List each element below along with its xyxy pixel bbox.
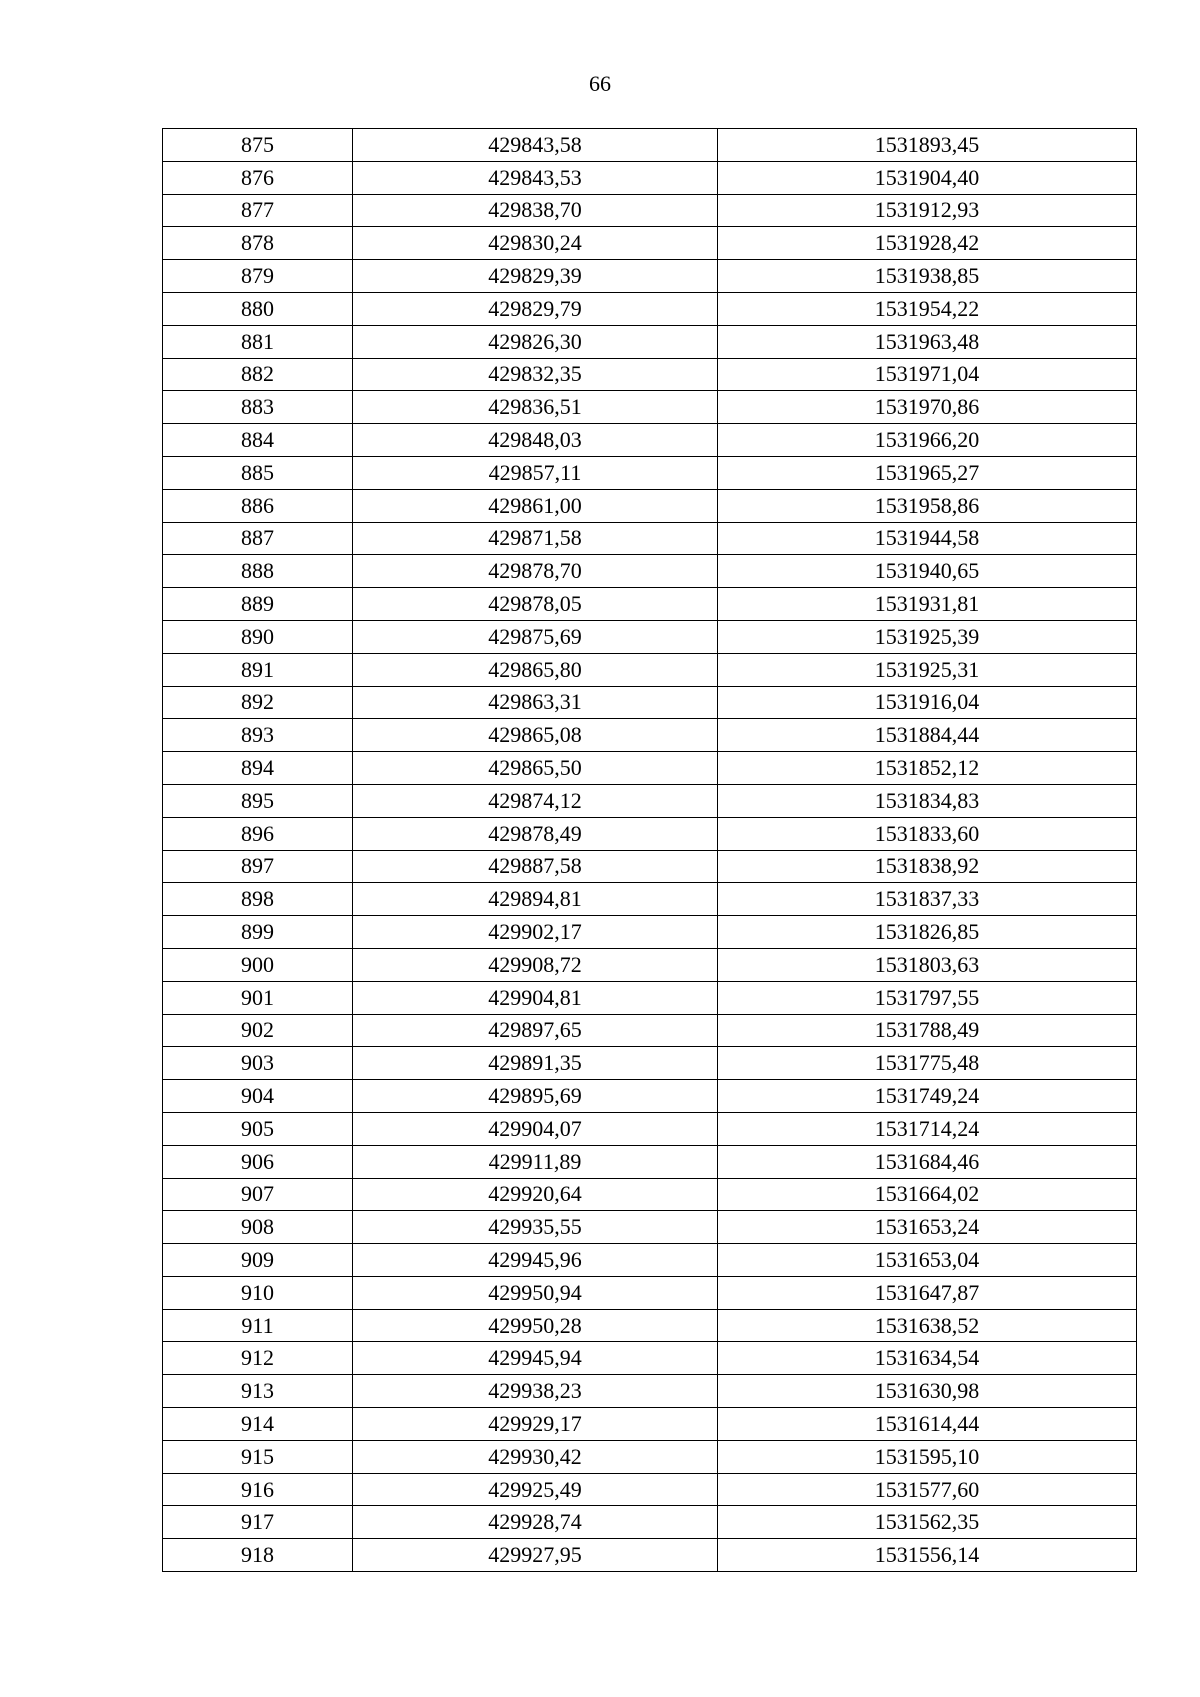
table-row	[163, 588, 1137, 621]
x-coordinate-cell: 429928,74	[353, 1506, 718, 1539]
x-coordinate-cell: 429904,81	[353, 981, 718, 1014]
table-row	[163, 1506, 1137, 1539]
point-number-cell: 883	[163, 391, 353, 424]
table-row	[163, 1408, 1137, 1441]
x-coordinate-cell: 429930,42	[353, 1440, 718, 1473]
point-number-cell: 891	[163, 653, 353, 686]
x-coordinate-cell: 429857,11	[353, 456, 718, 489]
x-coordinate-cell: 429871,58	[353, 522, 718, 555]
x-coordinate-cell: 429950,28	[353, 1309, 718, 1342]
x-coordinate-cell: 429908,72	[353, 948, 718, 981]
table-row	[163, 719, 1137, 752]
point-number-cell: 898	[163, 883, 353, 916]
y-coordinate-cell: 1531838,92	[718, 850, 1137, 883]
table-row	[163, 424, 1137, 457]
y-coordinate-cell: 1531614,44	[718, 1408, 1137, 1441]
y-coordinate-cell: 1531638,52	[718, 1309, 1137, 1342]
table-row	[163, 1539, 1137, 1572]
y-coordinate-cell: 1531634,54	[718, 1342, 1137, 1375]
table-row	[163, 522, 1137, 555]
x-coordinate-cell: 429904,07	[353, 1112, 718, 1145]
point-number-cell: 903	[163, 1047, 353, 1080]
x-coordinate-cell: 429887,58	[353, 850, 718, 883]
y-coordinate-cell: 1531826,85	[718, 916, 1137, 949]
x-coordinate-cell: 429861,00	[353, 489, 718, 522]
table-row	[163, 784, 1137, 817]
y-coordinate-cell: 1531797,55	[718, 981, 1137, 1014]
x-coordinate-cell: 429897,65	[353, 1014, 718, 1047]
table-row	[163, 391, 1137, 424]
y-coordinate-cell: 1531852,12	[718, 752, 1137, 785]
table-row	[163, 1211, 1137, 1244]
table-row	[163, 620, 1137, 653]
table-row	[163, 752, 1137, 785]
table-row	[163, 194, 1137, 227]
point-number-cell: 913	[163, 1375, 353, 1408]
point-number-cell: 878	[163, 227, 353, 260]
x-coordinate-cell: 429950,94	[353, 1276, 718, 1309]
table-row	[163, 916, 1137, 949]
x-coordinate-cell: 429865,50	[353, 752, 718, 785]
y-coordinate-cell: 1531954,22	[718, 292, 1137, 325]
x-coordinate-cell: 429902,17	[353, 916, 718, 949]
table-row	[163, 1047, 1137, 1080]
table-row	[163, 1080, 1137, 1113]
point-number-cell: 917	[163, 1506, 353, 1539]
x-coordinate-cell: 429929,17	[353, 1408, 718, 1441]
point-number-cell: 906	[163, 1145, 353, 1178]
y-coordinate-cell: 1531837,33	[718, 883, 1137, 916]
y-coordinate-cell: 1531904,40	[718, 161, 1137, 194]
table-row	[163, 686, 1137, 719]
point-number-cell: 882	[163, 358, 353, 391]
x-coordinate-cell: 429836,51	[353, 391, 718, 424]
y-coordinate-cell: 1531884,44	[718, 719, 1137, 752]
y-coordinate-cell: 1531971,04	[718, 358, 1137, 391]
table-row	[163, 1244, 1137, 1277]
coordinates-table-body	[163, 129, 1137, 1572]
y-coordinate-cell: 1531834,83	[718, 784, 1137, 817]
table-row	[163, 129, 1137, 162]
point-number-cell: 888	[163, 555, 353, 588]
table-row	[163, 161, 1137, 194]
point-number-cell: 904	[163, 1080, 353, 1113]
point-number-cell: 902	[163, 1014, 353, 1047]
table-row	[163, 883, 1137, 916]
point-number-cell: 916	[163, 1473, 353, 1506]
table-row	[163, 1178, 1137, 1211]
point-number-cell: 894	[163, 752, 353, 785]
table-row	[163, 292, 1137, 325]
point-number-cell: 897	[163, 850, 353, 883]
y-coordinate-cell: 1531749,24	[718, 1080, 1137, 1113]
coordinates-table	[162, 128, 1137, 1572]
table-row	[163, 1309, 1137, 1342]
table-row	[163, 456, 1137, 489]
y-coordinate-cell: 1531916,04	[718, 686, 1137, 719]
point-number-cell: 914	[163, 1408, 353, 1441]
point-number-cell: 879	[163, 260, 353, 293]
point-number-cell: 890	[163, 620, 353, 653]
point-number-cell: 899	[163, 916, 353, 949]
x-coordinate-cell: 429894,81	[353, 883, 718, 916]
point-number-cell: 911	[163, 1309, 353, 1342]
x-coordinate-cell: 429878,05	[353, 588, 718, 621]
point-number-cell: 895	[163, 784, 353, 817]
x-coordinate-cell: 429920,64	[353, 1178, 718, 1211]
table-row	[163, 489, 1137, 522]
y-coordinate-cell: 1531893,45	[718, 129, 1137, 162]
x-coordinate-cell: 429895,69	[353, 1080, 718, 1113]
table-row	[163, 653, 1137, 686]
point-number-cell: 887	[163, 522, 353, 555]
point-number-cell: 896	[163, 817, 353, 850]
y-coordinate-cell: 1531562,35	[718, 1506, 1137, 1539]
x-coordinate-cell: 429826,30	[353, 325, 718, 358]
x-coordinate-cell: 429832,35	[353, 358, 718, 391]
x-coordinate-cell: 429927,95	[353, 1539, 718, 1572]
table-row	[163, 260, 1137, 293]
y-coordinate-cell: 1531963,48	[718, 325, 1137, 358]
point-number-cell: 881	[163, 325, 353, 358]
table-row	[163, 1014, 1137, 1047]
point-number-cell: 880	[163, 292, 353, 325]
y-coordinate-cell: 1531653,04	[718, 1244, 1137, 1277]
point-number-cell: 910	[163, 1276, 353, 1309]
point-number-cell: 901	[163, 981, 353, 1014]
x-coordinate-cell: 429865,80	[353, 653, 718, 686]
y-coordinate-cell: 1531833,60	[718, 817, 1137, 850]
point-number-cell: 885	[163, 456, 353, 489]
point-number-cell: 893	[163, 719, 353, 752]
point-number-cell: 877	[163, 194, 353, 227]
table-row	[163, 948, 1137, 981]
x-coordinate-cell: 429865,08	[353, 719, 718, 752]
point-number-cell: 908	[163, 1211, 353, 1244]
y-coordinate-cell: 1531970,86	[718, 391, 1137, 424]
table-row	[163, 981, 1137, 1014]
point-number-cell: 918	[163, 1539, 353, 1572]
y-coordinate-cell: 1531653,24	[718, 1211, 1137, 1244]
x-coordinate-cell: 429874,12	[353, 784, 718, 817]
point-number-cell: 884	[163, 424, 353, 457]
point-number-cell: 892	[163, 686, 353, 719]
y-coordinate-cell: 1531556,14	[718, 1539, 1137, 1572]
x-coordinate-cell: 429878,70	[353, 555, 718, 588]
x-coordinate-cell: 429891,35	[353, 1047, 718, 1080]
table-row	[163, 555, 1137, 588]
table-row	[163, 358, 1137, 391]
y-coordinate-cell: 1531664,02	[718, 1178, 1137, 1211]
y-coordinate-cell: 1531595,10	[718, 1440, 1137, 1473]
table-row	[163, 1145, 1137, 1178]
point-number-cell: 915	[163, 1440, 353, 1473]
point-number-cell: 905	[163, 1112, 353, 1145]
x-coordinate-cell: 429911,89	[353, 1145, 718, 1178]
table-row	[163, 1276, 1137, 1309]
table-row	[163, 325, 1137, 358]
y-coordinate-cell: 1531647,87	[718, 1276, 1137, 1309]
y-coordinate-cell: 1531965,27	[718, 456, 1137, 489]
table-row	[163, 1342, 1137, 1375]
point-number-cell: 907	[163, 1178, 353, 1211]
y-coordinate-cell: 1531958,86	[718, 489, 1137, 522]
x-coordinate-cell: 429863,31	[353, 686, 718, 719]
x-coordinate-cell: 429829,39	[353, 260, 718, 293]
table-row	[163, 1440, 1137, 1473]
x-coordinate-cell: 429945,94	[353, 1342, 718, 1375]
y-coordinate-cell: 1531944,58	[718, 522, 1137, 555]
x-coordinate-cell: 429875,69	[353, 620, 718, 653]
x-coordinate-cell: 429843,58	[353, 129, 718, 162]
point-number-cell: 909	[163, 1244, 353, 1277]
y-coordinate-cell: 1531684,46	[718, 1145, 1137, 1178]
x-coordinate-cell: 429925,49	[353, 1473, 718, 1506]
page-number: 66	[589, 71, 611, 96]
x-coordinate-cell: 429843,53	[353, 161, 718, 194]
y-coordinate-cell: 1531714,24	[718, 1112, 1137, 1145]
table-row	[163, 1375, 1137, 1408]
table-row	[163, 1473, 1137, 1506]
y-coordinate-cell: 1531630,98	[718, 1375, 1137, 1408]
point-number-cell: 875	[163, 129, 353, 162]
point-number-cell: 889	[163, 588, 353, 621]
x-coordinate-cell: 429938,23	[353, 1375, 718, 1408]
point-number-cell: 900	[163, 948, 353, 981]
table-row	[163, 1112, 1137, 1145]
y-coordinate-cell: 1531912,93	[718, 194, 1137, 227]
y-coordinate-cell: 1531788,49	[718, 1014, 1137, 1047]
x-coordinate-cell: 429945,96	[353, 1244, 718, 1277]
point-number-cell: 912	[163, 1342, 353, 1375]
table-row	[163, 227, 1137, 260]
point-number-cell: 886	[163, 489, 353, 522]
y-coordinate-cell: 1531925,39	[718, 620, 1137, 653]
y-coordinate-cell: 1531938,85	[718, 260, 1137, 293]
y-coordinate-cell: 1531577,60	[718, 1473, 1137, 1506]
y-coordinate-cell: 1531803,63	[718, 948, 1137, 981]
y-coordinate-cell: 1531966,20	[718, 424, 1137, 457]
x-coordinate-cell: 429878,49	[353, 817, 718, 850]
x-coordinate-cell: 429830,24	[353, 227, 718, 260]
table-row	[163, 850, 1137, 883]
point-number-cell: 876	[163, 161, 353, 194]
table-row	[163, 817, 1137, 850]
y-coordinate-cell: 1531940,65	[718, 555, 1137, 588]
y-coordinate-cell: 1531931,81	[718, 588, 1137, 621]
y-coordinate-cell: 1531775,48	[718, 1047, 1137, 1080]
x-coordinate-cell: 429848,03	[353, 424, 718, 457]
x-coordinate-cell: 429838,70	[353, 194, 718, 227]
x-coordinate-cell: 429935,55	[353, 1211, 718, 1244]
y-coordinate-cell: 1531925,31	[718, 653, 1137, 686]
y-coordinate-cell: 1531928,42	[718, 227, 1137, 260]
x-coordinate-cell: 429829,79	[353, 292, 718, 325]
